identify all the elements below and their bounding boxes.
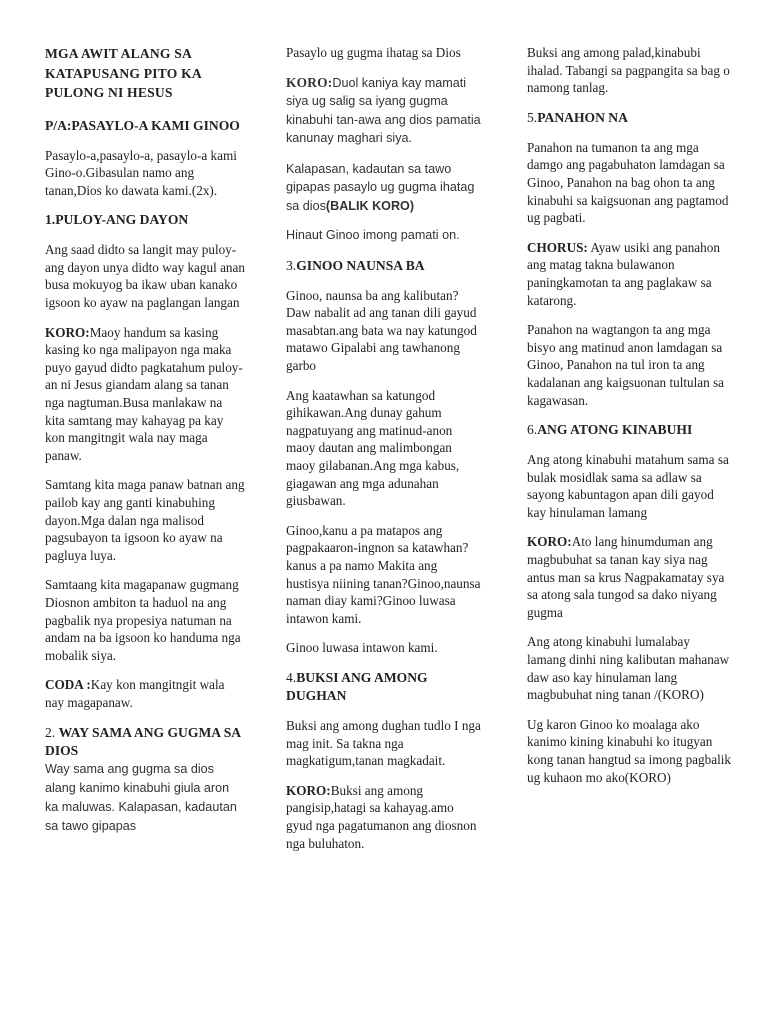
song-6-verse-1: Ang atong kinabuhi matahum sama sa bulak mosidlak sama sa adlaw sa sayong kabuntagon apan dili gayod kay hinulaman lamang bbox=[527, 452, 729, 520]
chorus-text: Duol kaniya kay mamati siya ug salig sa iyang gugma kinabuhi tan-awa ang dios pamatia kanunay maghari siya. bbox=[286, 75, 481, 146]
song-4-title: BUKSI ANG AMONG DUGHAN bbox=[286, 669, 428, 703]
chorus-label: KORO: bbox=[527, 534, 572, 550]
column-1 bbox=[45, 44, 245, 836]
song-3-verse-1: Ginoo, naunsa ba ang kalibutan?Daw nabalit ad ang tanan dili gayud masabtan.ang bata wa nay katungod matawo Gipalabi ang tawhanong garbo bbox=[286, 287, 477, 374]
song-5-verse-2: Panahon na wagtangon ta ang mga bisyo ang matinud anon lamdagan sa Ginoo, Panahon na tul iron ta ang kadalanan ang kaigsuonan tultulan sa kagawasan. bbox=[527, 322, 725, 408]
song-5-number: 5. bbox=[527, 109, 538, 125]
coda-label: CODA : bbox=[45, 677, 91, 693]
chorus-text: Buksi ang among pangisip,hatagi sa kahayag.amo gyud nga pagatumanon ang diosnon nga buluhaton. bbox=[286, 782, 477, 851]
song-2-number: 2. bbox=[45, 724, 59, 740]
song-2-title: WAY SAMA ANG GUGMA SA DIOS bbox=[45, 724, 241, 758]
song-3-title: GINOO NAUNSA BA bbox=[296, 257, 425, 273]
chorus-text: Ato lang hinumduman ang magbubuhat sa tanan kay siya nag antus man sa krus Nagpakamatay sya sa atong sala tungod sa dako niyang gugma bbox=[527, 534, 725, 620]
song-5-title: PANAHON NA bbox=[537, 109, 628, 125]
column-2 bbox=[286, 44, 482, 864]
verse-text: Kalapasan, kadautan sa tawo gipapas pasaylo ug gugma ihatag sa dios bbox=[286, 161, 475, 213]
song-4-chorus bbox=[286, 782, 482, 852]
song-1-coda bbox=[45, 676, 245, 711]
song-1-chorus bbox=[45, 324, 245, 465]
song-1-verse-1: Ang saad didto sa langit may puloy-ang dayon unya didto way kagul anan busa mokuyog ba ikaw uban kanako igsoon ko ayaw na paglangan langan bbox=[45, 242, 245, 311]
repeat-chorus-note: (BALIK KORO) bbox=[325, 198, 415, 213]
song-5-verse-1: Panahon na tumanon ta ang mga damgo ang pagabuhaton lamdagan sa Ginoo, Panahon na bag ohon ta ang kinabuhi sa kaigsuonan ang pagtamod ug pagbati. bbox=[527, 139, 729, 226]
song-2-chorus bbox=[286, 74, 482, 148]
song-4-verse-2: Buksi ang among palad,kinabubi ihalad. Tabangi sa pagpangita sa bag o namong tanlag. bbox=[527, 45, 730, 96]
song-2-verse-2 bbox=[286, 160, 482, 216]
song-6-verse-2: Ang atong kinabuhi lumalabay lamang dinhi ning kalibutan mahanaw daw aso kay hinulaman lang magbubuhat ning tanan /(KORO) bbox=[527, 634, 730, 703]
song-1-heading: 1.PULOY-ANG DAYON bbox=[45, 212, 189, 228]
song-6-chorus bbox=[527, 533, 732, 621]
song-3-heading bbox=[286, 257, 482, 275]
pa-text: Pasaylo-a,pasaylo-a, pasaylo-a kami Gino-o.Gibasulan namo ang tanan,Dios ko dawata kami.(2x). bbox=[45, 147, 237, 198]
song-4-number: 4. bbox=[286, 669, 297, 685]
song-6-heading bbox=[527, 421, 732, 439]
song-4-heading bbox=[286, 669, 482, 705]
chorus-label: KORO: bbox=[45, 324, 90, 340]
song-2-verse-3: Hinaut Ginoo imong pamati on. bbox=[286, 228, 460, 243]
coda-text: Kay kon mangitngit wala nay magapanaw. bbox=[45, 677, 225, 710]
song-5-chorus bbox=[527, 239, 732, 309]
song-3-number: 3. bbox=[286, 257, 297, 273]
song-3-verse-3: Ginoo,kanu a pa matapos ang pagpakaaron-ingnon sa katawhan?kanus a pa namo Makita ang hustisya niining tanan?Ginoo,naunsa naman diay kami?Ginoo luwasa intawon kami. bbox=[286, 522, 481, 626]
chorus-label: CHORUS: bbox=[527, 239, 588, 255]
pa-heading: P/A:PASAYLO-A KAMI GINOO bbox=[45, 117, 240, 133]
song-4-verse-1: Buksi ang among dughan tudlo I nga mag init. Sa takna nga magkatigum,tanan magkadait. bbox=[286, 717, 481, 769]
song-6-verse-3: Ug karon Ginoo ko moalaga ako kanimo kining kinabuhi ko itugyan kong tanan hangtud sa imong pagbalik ug kuhaon mo ako(KORO) bbox=[527, 716, 732, 785]
chorus-label: KORO: bbox=[286, 782, 331, 798]
song-3-verse-2: Ang kaatawhan sa katungod gihikawan.Ang dunay gahum nagpatuyang ang matinud-anon maoy dautan ang malimbongan maoy gilabanan.Ang mga kabus, giagawan ang mga adunahan giusbawan. bbox=[286, 387, 460, 509]
song-1-verse-3: Samtaang kita magapanaw gugmang Diosnon ambiton ta haduol na ang pagbalik nya propesiya natuman na andam na ba igsoon ko handuma nga mobalik siya. bbox=[45, 577, 241, 663]
column-3 bbox=[527, 44, 732, 798]
song-3-verse-4: Ginoo luwasa intawon kami. bbox=[286, 640, 438, 656]
song-2-verse-1: Way sama ang gugma sa dios alang kanimo kinabuhi giula aron ka maluwas. Kalapasan, kadautan sa tawo gipapas bbox=[45, 761, 237, 833]
document-title: MGA AWIT ALANG SA KATAPUSANG PITO KA PULONG NI HESUS bbox=[45, 46, 202, 100]
song-5-heading bbox=[527, 109, 732, 127]
song-6-number: 6. bbox=[527, 422, 538, 438]
chorus-text: Maoy handum sa kasing kasing ko nga malipayon nga maka puyo gayud didto pagkatahum puloy-an ni Jesus giandam alang sa tanan nga nagtuman.Busa manlakaw na kita samtang may kahayag pa kay kon mangitngit wala nay maga panaw. bbox=[45, 324, 243, 463]
song-1-verse-2: Samtang kita maga panaw batnan ang pailob kay ang ganti kinabuhing dayon.Mga dalan nga malisod pagsubayon ta igsoon ko ayaw na pagluya luya. bbox=[45, 477, 245, 563]
song-2-heading bbox=[45, 724, 245, 760]
song-6-title: ANG ATONG KINABUHI bbox=[537, 422, 693, 438]
song-2-verse-1-continued: Pasaylo ug gugma ihatag sa Dios bbox=[286, 45, 461, 60]
chorus-label: KORO: bbox=[286, 74, 333, 90]
chorus-text: Ayaw usiki ang panahon ang matag takna bulawanon paningkamotan ta ang paglakaw sa katarong. bbox=[527, 239, 720, 308]
